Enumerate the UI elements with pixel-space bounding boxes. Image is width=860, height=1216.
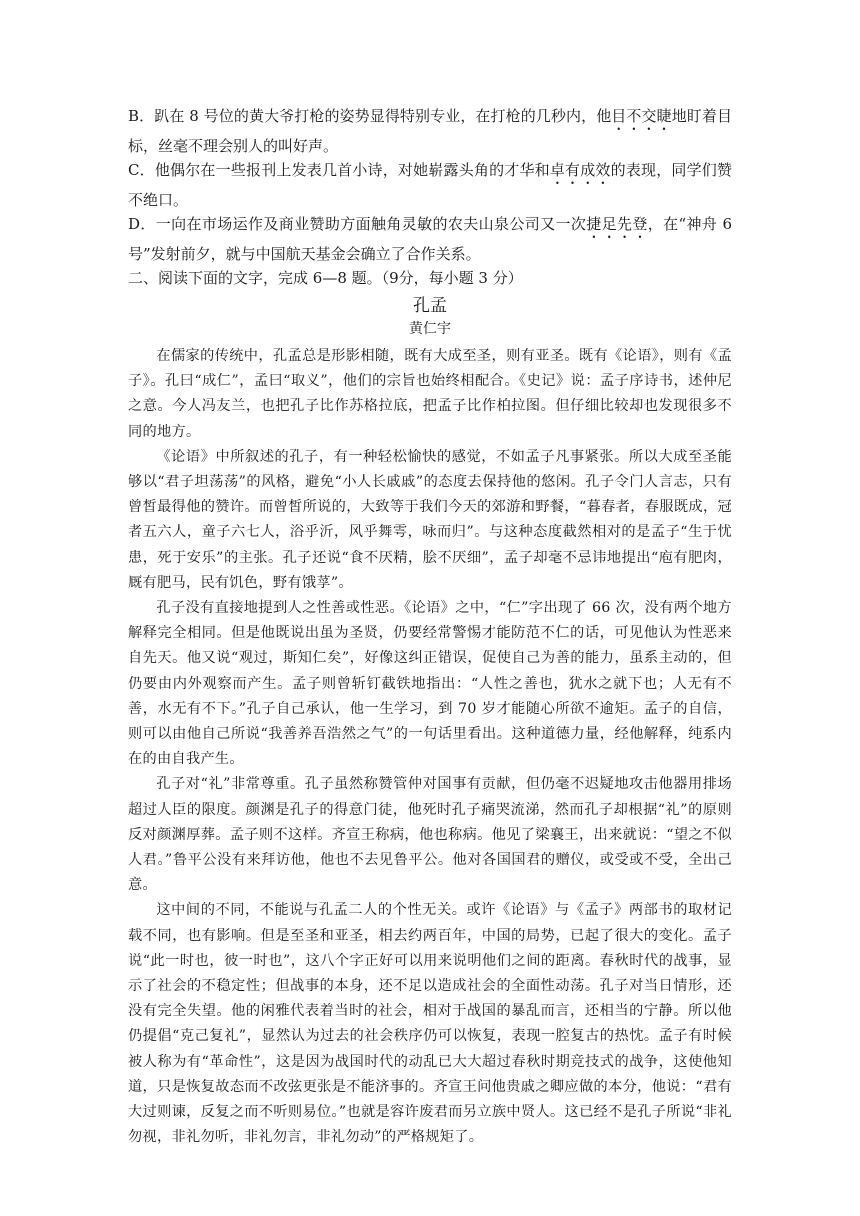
option-d-marked-idiom: 捷足先登 [586, 215, 648, 233]
article-paragraph-5: 这中间的不同，不能说与孔孟二人的个性无关。或许《论语》与《孟子》两部书的取材记载不同，也有影响。但是至圣和亚圣，相去约两百年，中国的局势，已起了很大的变化。孟子说“此一时也，彼一时也”，这八个字正好可以用来说明他们之间的距离。春秋时代的战事，显示了社会的不稳定性；但战事的本身，还不足以造成社会的全面性动荡。孔子对当日情形，还没有完全失望。他的闲雅代表着当时的社会，相对于战国的暴乱而言，还相当的宁静。所以他仍提倡“克己复礼”，显然认为过去的社会秩序仍可以恢复，表现一腔复古的热忱。孟子有时候被人称为有“革命性”，这是因为战国时代的动乱已大大超过春秋时期竞技式的战争，这使他知道，只是恢复故态而不改弦更张是不能济事的。齐宣王问他贵戚之卿应做的本分，他说：“君有大过则谏，反复之而不听则易位。”也就是容许废君而另立族中贤人。这已经不是孔子所说“非礼勿视，非礼勿听，非礼勿言，非礼勿动”的严格规矩了。 [128, 902, 732, 1146]
option-d [128, 212, 732, 266]
article-paragraph-2: 《论语》中所叙述的孔子，有一种轻松愉快的感觉，不如孟子凡事紧张。所以大成至圣能够以“君子坦荡荡”的风格，避免“小人长戚戚”的态度去保持他的悠闲。孔子令门人言志，只有曾皙最得他的赞许。而曾皙所说的，大致等于我们今天的郊游和野餐，“暮春者，春服既成，冠者五六人，童子六七人，浴乎沂，风乎舞雩，咏而归”。与这种态度截然相对的是孟子“生于忧患，死于安乐”的主张。孔子还说“食不厌精，脍不厌细”，孟子却毫不忌讳地提出“庖有肥肉，厩有肥马，民有饥色，野有饿莩”。 [128, 448, 732, 591]
option-c [128, 158, 732, 212]
option-c-text-before: C．他偶尔在一些报刊上发表几首小诗，对她崭露头角的才华和 [128, 161, 550, 179]
option-b-marked-idiom: 目不交睫 [611, 107, 672, 125]
article-paragraph-4: 孔子对“礼”非常尊重。孔子虽然称赞管仲对国事有贡献，但仍毫不迟疑地攻击他器用排场超过人臣的限度。颜渊是孔子的得意门徒，他死时孔子痛哭流涕，然而孔子却根据“礼”的原则反对颜渊厚葬。孟子则不这样。齐宣王称病，他也称病。他见了梁襄王，出来就说：“望之不似人君。”鲁平公没有来拜访他，他也不去见鲁平公。他对各国国君的赠仪，或受或不受，全出己意。 [128, 776, 732, 894]
option-b-text-after: 地盯着目标，丝毫不理会别人的叫好声。 [128, 107, 732, 155]
option-c-text-after: 的表现，同学们赞不绝口。 [128, 161, 732, 209]
option-b [128, 104, 732, 158]
section-heading: 二、阅读下面的文字，完成 6—8 题。（9分，每小题 3 分） [128, 269, 523, 287]
article-paragraph-3: 孔子没有直接地提到人之性善或性恶。《论语》之中，“仁”字出现了 66 次，没有两个地方解释完全相同。但是他既说出虽为圣贤，仍要经常警惕才能防范不仁的话，可见他认为性恶来自先天。他又说“观过，斯知仁矣”，好像这纠正错误，促使自己为善的能力，虽系主动的，但仍要由内外观察而产生。孟子则曾斩钉截铁地指出：“人性之善也，犹水之就下也；人无有不善，水无有不下。”孔子自己承认，他一生学习，到 70 岁才能随心所欲不逾矩。孟子的自信，则可以由他自己所说“我善养吾浩然之气”的一句话里看出。这种道德力量，经他解释，纯系内在的由自我产生。 [128, 600, 732, 768]
option-b-text-before: B．趴在 8 号位的黄大爷打枪的姿势显得特别专业，在打枪的几秒内，他 [128, 107, 612, 125]
page-content [128, 104, 732, 1151]
option-d-text-after: ，在“神舟 6 号”发射前夕，就与中国航天基金会确立了合作关系。 [128, 215, 732, 263]
article-author: 黄仁宇 [409, 321, 451, 337]
article-paragraph-1: 在儒家的传统中，孔孟总是形影相随，既有大成至圣，则有亚圣。既有《论语》，则有《孟子》。孔曰“成仁”，孟曰“取义”，他们的宗旨也始终相配合。《史记》说：孟子序诗书，述仲尼之意。今人冯友兰，也把孔子比作苏格拉底，把孟子比作柏拉图。但仔细比较却也发现很多不同的地方。 [128, 348, 732, 440]
option-c-marked-idiom: 卓有成效 [549, 161, 611, 179]
article-title: 孔孟 [413, 296, 447, 316]
option-d-text-before: D．一向在市场运作及商业赞助方面触角灵敏的农夫山泉公司又一次 [128, 215, 587, 233]
